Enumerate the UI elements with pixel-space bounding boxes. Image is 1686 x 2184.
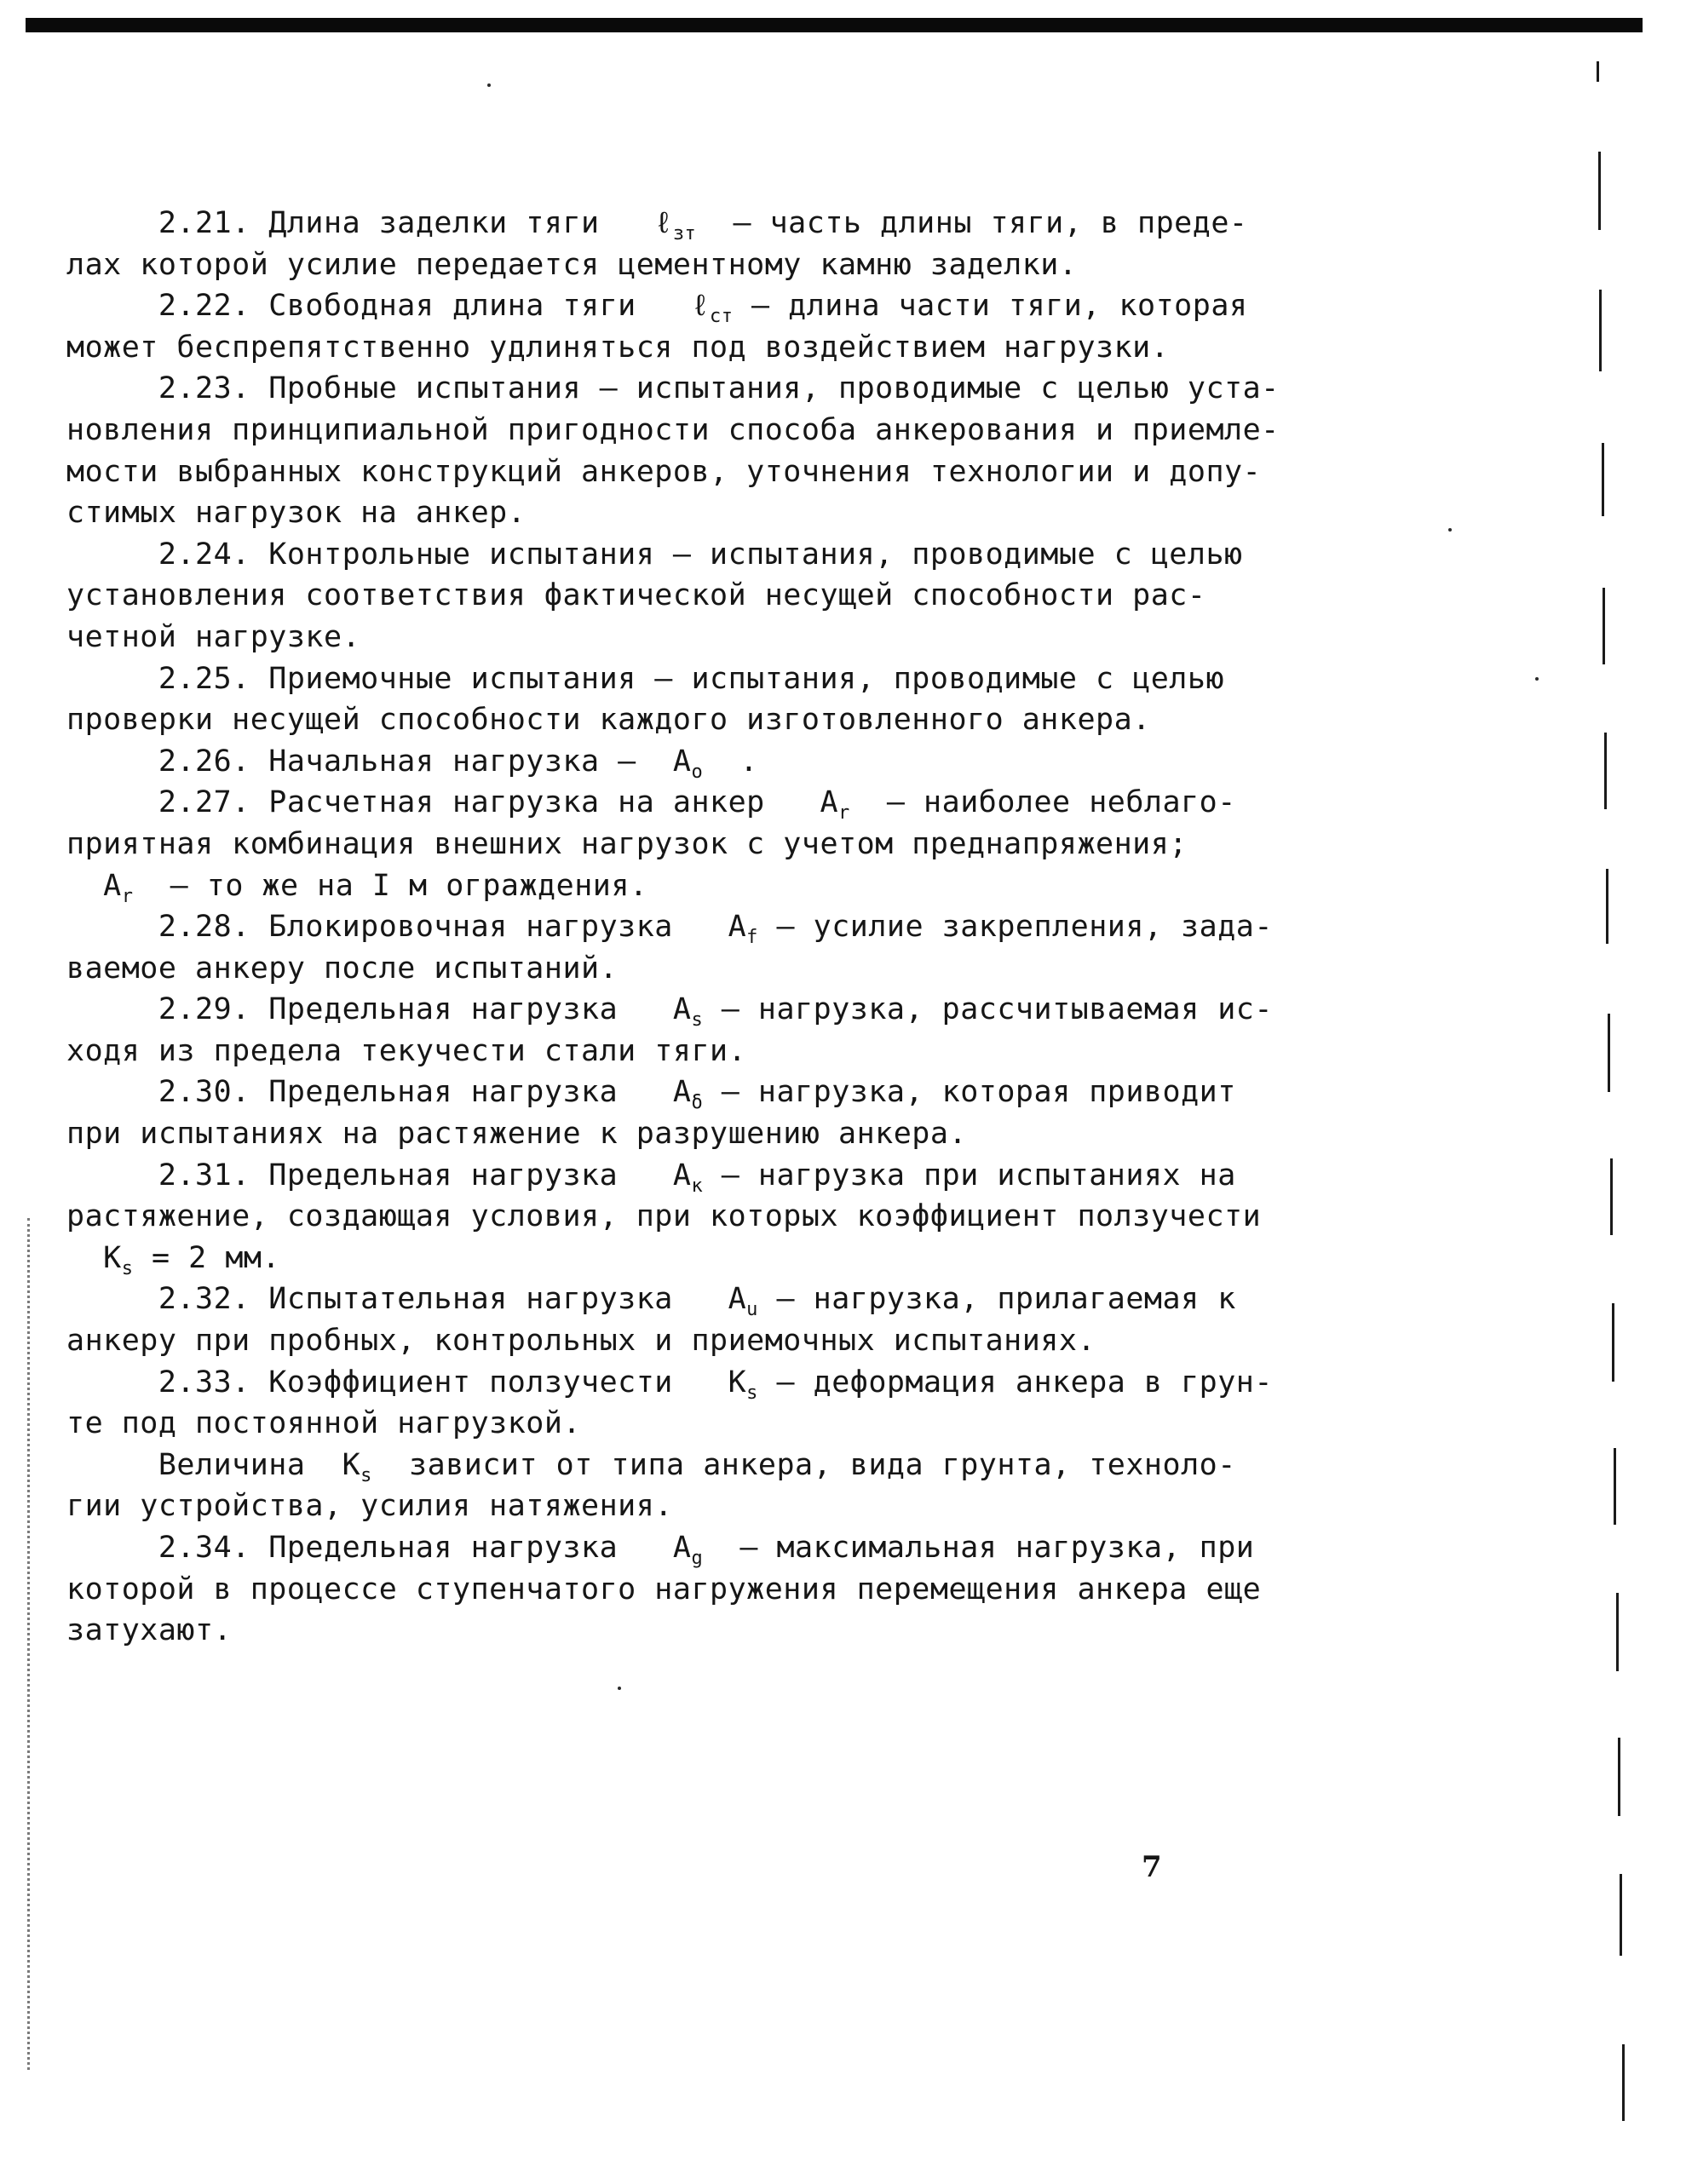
scan-mark <box>1610 1158 1613 1235</box>
scan-mark <box>1614 1448 1616 1525</box>
text-line: установления соответствия фактической несущей способности рас- <box>66 578 1206 613</box>
text-line: 2.24. Контрольные испытания – испытания, проводимые с целью <box>66 537 1243 572</box>
text-line: анкеру при пробных, контрольных и приемочных испытаниях. <box>66 1324 1096 1359</box>
text-line: при испытаниях на растяжение к разрушению анкера. <box>66 1117 968 1152</box>
text-line: 2.33. Коэффициент ползучести $K_s$ – деформация анкера в грун- <box>66 1365 1273 1404</box>
text-line: 2.31. Предельная нагрузка $A_к$ – нагрузка при испытаниях на <box>66 1158 1236 1197</box>
text-line: 2.34. Предельная нагрузка $A_g$ – максимальная нагрузка, при <box>66 1531 1255 1569</box>
text-line: новления принципиальной пригодности способа анкерования и приемле- <box>66 412 1280 447</box>
scan-speck <box>618 1687 621 1690</box>
scan-mark <box>1598 152 1601 230</box>
text-line: лах которой усилие передается цементному камню заделки. <box>66 247 1078 282</box>
text-line: которой в процессе ступенчатого нагружения перемещения анкера еще <box>66 1572 1262 1606</box>
scan-mark <box>1620 1874 1622 1956</box>
scan-mark <box>1608 1014 1610 1092</box>
scan-mark <box>1603 588 1605 664</box>
scan-mark <box>1604 733 1607 809</box>
text-line: мости выбранных конструкций анкеров, уточнения технологии и допу- <box>66 454 1262 489</box>
text-line: 2.30. Предельная нагрузка $A_\delta$ – нагрузка, которая приводит <box>66 1075 1236 1114</box>
text-line: 2.27. Расчетная нагрузка на анкер $A_r$ – наиболее неблаго- <box>66 785 1236 825</box>
scan-mark <box>1616 1593 1619 1671</box>
scan-mark <box>1612 1303 1614 1382</box>
scan-mark <box>1618 1738 1620 1816</box>
text-line: стимых нагрузок на анкер. <box>66 496 527 531</box>
scan-edge <box>27 1218 38 2070</box>
text-line: 2.29. Предельная нагрузка $A_s$ – нагрузка, рассчитываемая ис- <box>66 992 1273 1032</box>
text-line: $K_s = 2$ мм. <box>66 1240 281 1279</box>
document-body <box>66 203 1280 1652</box>
text-line: проверки несущей способности каждого изготовленного анкера. <box>66 703 1151 738</box>
text-line: затухают. <box>66 1613 233 1648</box>
scan-mark <box>1597 61 1599 82</box>
text-line: Величина $K_s$ зависит от типа анкера, вида грунта, техноло- <box>66 1447 1236 1486</box>
text-line: 2.22. Свободная длина тяги ℓ$_{ст}$ – длина части тяги, которая <box>66 289 1248 328</box>
text-line: четной нагрузке. <box>66 619 361 654</box>
text-line: те под постоянной нагрузкой. <box>66 1406 582 1441</box>
scan-mark <box>1599 290 1602 371</box>
text-line: растяжение, создающая условия, при которых коэффициент ползучести <box>66 1199 1262 1234</box>
scan-mark <box>1606 869 1608 944</box>
text-line: может беспрепятственно удлиняться под воздействием нагрузки. <box>66 330 1170 365</box>
text-line: 2.26. Начальная нагрузка – $A_o$ . <box>66 744 758 783</box>
top-rule <box>26 18 1643 32</box>
text-line: гии устройства, усилия натяжения. <box>66 1489 673 1524</box>
text-line: 2.23. Пробные испытания – испытания, проводимые с целью уста- <box>66 371 1280 406</box>
scan-speck <box>1448 528 1452 532</box>
text-line: приятная комбинация внешних нагрузок с учетом преднапряжения; <box>66 826 1188 861</box>
text-line: 2.25. Приемочные испытания – испытания, проводимые с целью <box>66 661 1225 696</box>
text-line: 2.32. Испытательная нагрузка $A_u$ – нагрузка, прилагаемая к <box>66 1282 1236 1321</box>
scan-speck <box>1535 677 1539 681</box>
text-line: 2.28. Блокировочная нагрузка $A_f$ – усилие закрепления, зада- <box>66 910 1273 949</box>
text-line: ходя из предела текучести стали тяги. <box>66 1033 747 1068</box>
text-line: ваемое анкеру после испытаний. <box>66 951 619 986</box>
scan-mark <box>1622 2044 1625 2121</box>
scan-mark <box>1602 443 1604 516</box>
scan-speck <box>487 83 491 87</box>
text-line: $A_r$ – то же на I м ограждения. <box>66 868 648 907</box>
page-number: 7 <box>1142 1850 1162 1884</box>
text-line: 2.21. Длина заделки тяги ℓ$_{зт}$ – часть длины тяги, в преде- <box>66 206 1248 244</box>
